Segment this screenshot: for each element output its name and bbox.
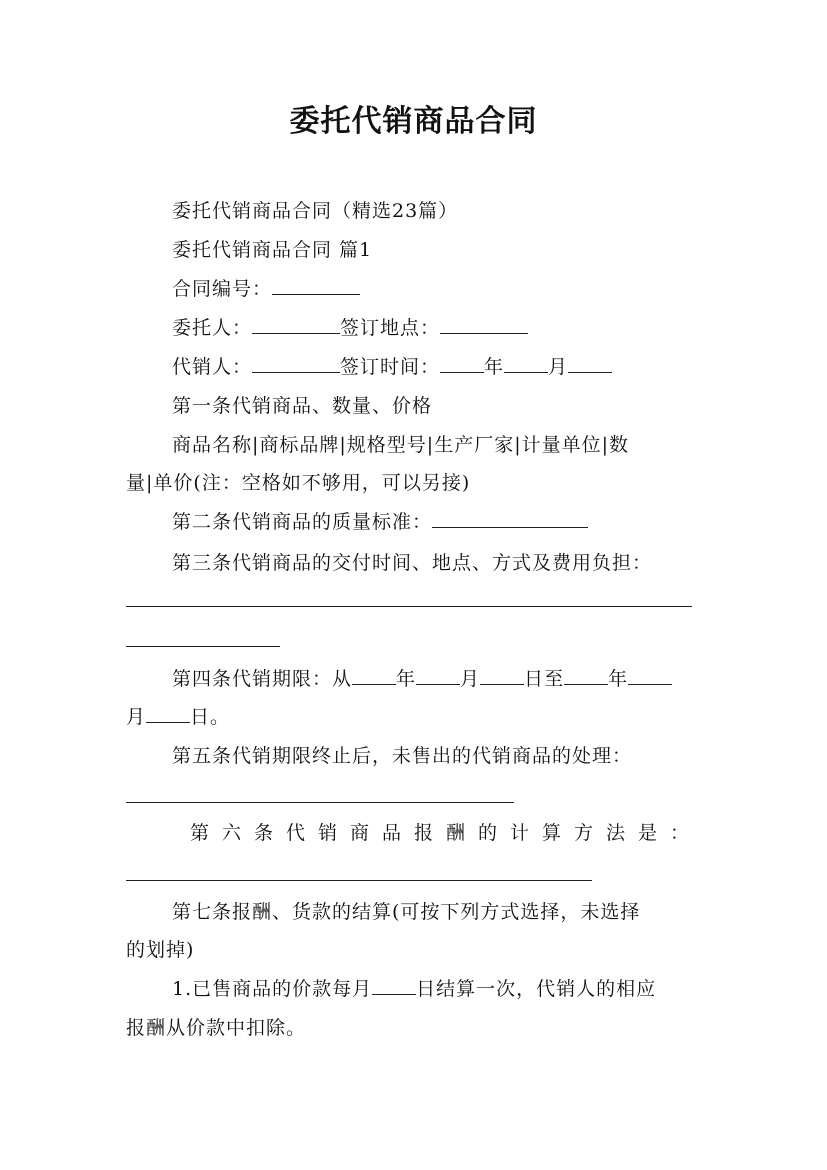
section-heading: 委托代销商品合同 篇1 — [172, 239, 373, 261]
article4-from-month-blank[interactable] — [416, 663, 460, 685]
principal-blank[interactable] — [252, 312, 340, 334]
article1-title: 第一条代销商品、数量、价格 — [172, 395, 433, 417]
item1-day-blank[interactable] — [372, 973, 416, 995]
item1-line1 — [126, 970, 752, 1008]
principal-label: 委托人： — [172, 317, 253, 339]
article4-year-label: 年 — [396, 668, 417, 690]
sign-month-blank[interactable] — [504, 351, 548, 373]
article4-end: 。 — [210, 706, 231, 728]
article4-to-month-blank[interactable] — [628, 663, 672, 685]
article4-to-label: 至 — [544, 668, 565, 690]
article4-prefix: 第四条代销期限：从 — [172, 668, 353, 690]
item1-prefix: 1.已售商品的价款每月 — [172, 978, 373, 1000]
article7-line2: 的划掉) — [126, 939, 195, 961]
article1-table-line1: 商品名称|商标品牌|规格型号|生产厂家|计量单位|数 — [172, 434, 630, 456]
article3-label: 第三条代销商品的交付时间、地点、方式及费用负担： — [172, 552, 653, 574]
agent-line — [126, 348, 752, 386]
year-label: 年 — [484, 356, 505, 378]
document-title: 委托代销商品合同 — [289, 104, 538, 139]
article7-line1: 第七条报酬、货款的结算(可按下列方式选择，未选择 — [172, 901, 641, 923]
article4-line1 — [126, 660, 752, 698]
sign-day-blank[interactable] — [568, 351, 612, 373]
principal-line — [126, 309, 752, 347]
contract-number-blank[interactable] — [272, 273, 360, 295]
agent-blank[interactable] — [252, 351, 340, 373]
month-label: 月 — [548, 356, 569, 378]
agent-label: 代销人： — [172, 356, 253, 378]
contract-number-label: 合同编号： — [172, 278, 273, 300]
item1-line2: 报酬从价款中扣除。 — [126, 1017, 307, 1039]
article4-to-year-blank[interactable] — [564, 663, 608, 685]
article2-label: 第二条代销商品的质量标准： — [172, 511, 433, 533]
article5-blank[interactable] — [126, 802, 514, 803]
article5-label: 第五条代销期限终止后，未售出的代销商品的处理： — [172, 745, 633, 767]
contract-number-line — [126, 270, 752, 308]
article4-from-day-blank[interactable] — [480, 663, 524, 685]
article6-label: 第六条代销商品报酬的计算方法是： — [190, 822, 703, 844]
article4-day-label: 日 — [524, 668, 545, 690]
article2-line — [126, 503, 752, 541]
sign-time-label: 签订时间： — [340, 356, 441, 378]
article1-table-line2: 量|单价(注：空格如不够用，可以另接) — [126, 472, 471, 494]
article4-to-day-blank[interactable] — [146, 701, 190, 723]
article3-blank-line1[interactable] — [126, 606, 692, 607]
article4-from-year-blank[interactable] — [352, 663, 396, 685]
item1-suffix: 日结算一次，代销人的相应 — [416, 978, 657, 1000]
sign-place-blank[interactable] — [440, 312, 528, 334]
article4-to-year-label: 年 — [608, 668, 629, 690]
article4-to-day-label: 日 — [190, 706, 211, 728]
article2-blank[interactable] — [432, 506, 588, 528]
document-subtitle: 委托代销商品合同（精选23篇） — [172, 200, 459, 222]
article4-to-month-label: 月 — [126, 706, 147, 728]
sign-place-label: 签订地点： — [340, 317, 441, 339]
article4-month-label: 月 — [460, 668, 481, 690]
article4-line2 — [126, 698, 706, 736]
article3-blank-line2[interactable] — [126, 646, 280, 647]
sign-year-blank[interactable] — [440, 351, 484, 373]
article6-blank[interactable] — [126, 880, 592, 881]
